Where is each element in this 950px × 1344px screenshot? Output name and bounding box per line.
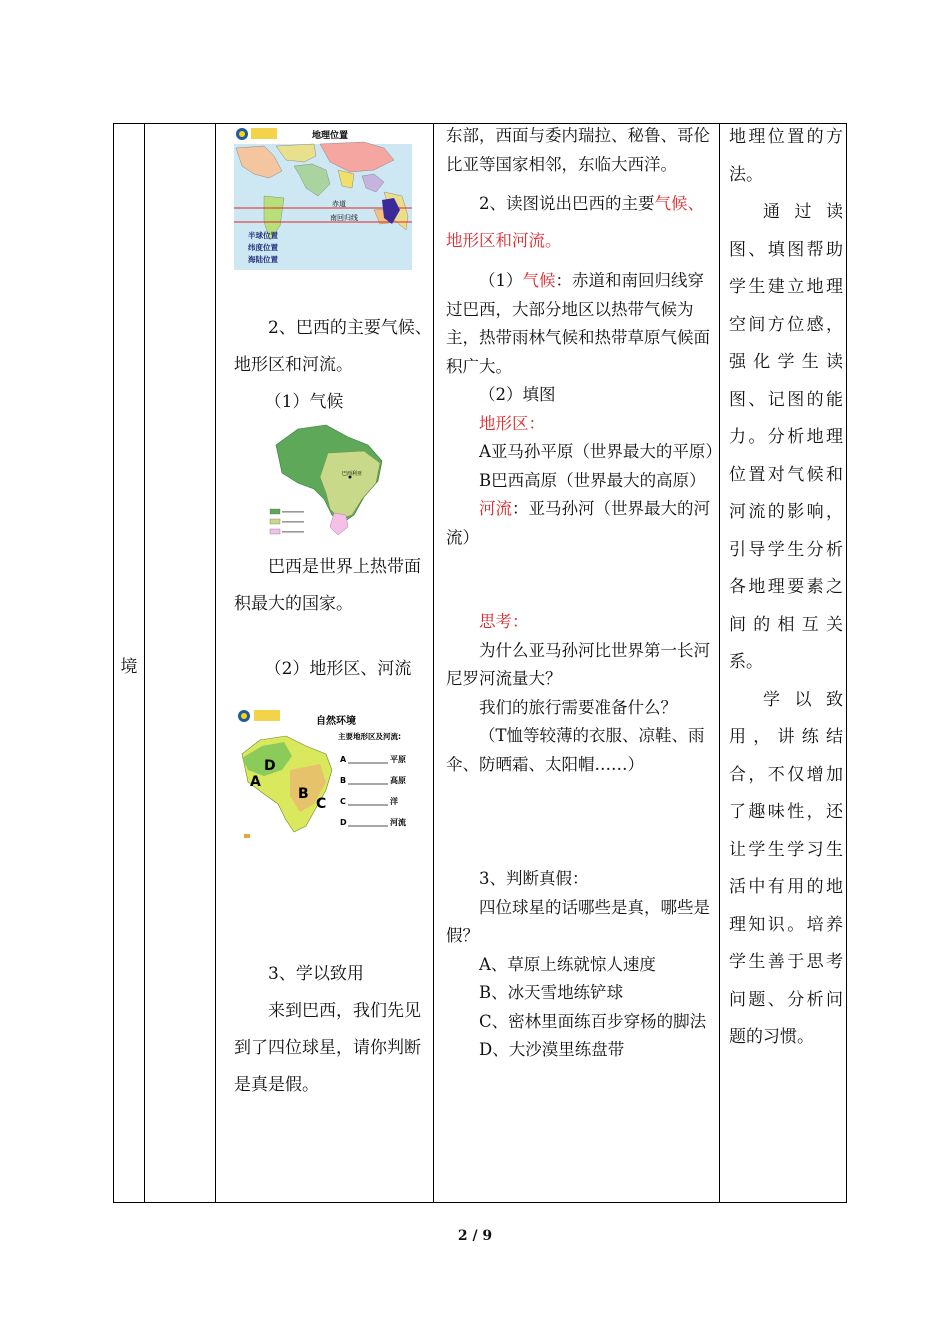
intent-text-2: 通过读图、填图帮助学生建立地理空间方位感，强化学生读图、记图的能力。分析地理位置对气候和河流的影响，引导学生分析各地理要素之间的相互关系。 bbox=[729, 202, 843, 672]
letter-b: B bbox=[298, 786, 309, 802]
row-d-value: 河流 bbox=[390, 818, 406, 827]
row-b-key: B bbox=[340, 776, 347, 785]
row-b-value: 高原 bbox=[390, 776, 406, 785]
brazil-climate-map bbox=[268, 423, 388, 543]
travel-items: （T恤等较薄的衣服、凉鞋、雨伞、防晒霜、太阳帽……） bbox=[446, 726, 705, 774]
legend-hemisphere: 半球位置 bbox=[248, 231, 278, 240]
intent-text-1: 地理位置的方法。 bbox=[729, 127, 843, 185]
world-location-map bbox=[234, 126, 412, 270]
row-c-key: C bbox=[340, 797, 346, 806]
river-answer: 河流：亚马孙河（世界最大的河流） bbox=[446, 499, 710, 547]
section3-heading: 3、学以致用 bbox=[268, 964, 364, 984]
option-a: A、草原上练就惊人速度 bbox=[479, 954, 656, 974]
landform-map-subtitle: 主要地形区及河流: bbox=[338, 732, 401, 741]
row-a-key: A bbox=[340, 755, 347, 764]
neighbors-text: 东部，西面与委内瑞拉、秘鲁、哥伦比亚等国家相邻，东临大西洋。 bbox=[446, 126, 710, 174]
section2-heading: 2、巴西的主要气候、地形区和河流。 bbox=[234, 318, 432, 375]
page-number: 2 / 9 bbox=[457, 1228, 493, 1244]
world-map-title: 地理位置 bbox=[312, 131, 349, 141]
letter-a: A bbox=[250, 774, 261, 790]
landform-subheading: （2）地形区、河流 bbox=[264, 659, 412, 679]
column-divider bbox=[215, 124, 216, 1202]
option-c: C、密林里面练百步穿杨的脚法 bbox=[479, 1011, 707, 1031]
intent-text-3: 学以致用，讲练结合，不仅增加了趣味性，还让学生学习生活中有用的地理知识。培养学生善于思考问题、分析问题的习惯。 bbox=[729, 689, 843, 1047]
fill-map-task: （2）填图 bbox=[479, 385, 556, 404]
landform-fill-map bbox=[234, 706, 428, 848]
fill-rows bbox=[340, 754, 406, 827]
row-c-value: 洋 bbox=[390, 797, 398, 806]
football-stars-intro: 来到巴西，我们先见到了四位球星，请你判断是真是假。 bbox=[234, 1001, 421, 1095]
row-d-key: D bbox=[340, 818, 347, 827]
option-d: D、大沙漠里练盘带 bbox=[479, 1040, 625, 1059]
column-divider bbox=[144, 124, 145, 1202]
landform-map-title: 自然环境 bbox=[316, 716, 356, 727]
tropic-label: 南回归线 bbox=[330, 214, 358, 222]
legend-sea-land: 海陆位置 bbox=[248, 255, 278, 264]
think-question-2: 我们的旅行需要准备什么？ bbox=[479, 697, 677, 717]
read-map-task: 2、读图说出巴西的主要气候、地形区和河流。 bbox=[446, 194, 704, 250]
letter-c: C bbox=[316, 796, 327, 812]
climate-subheading: （1）气候 bbox=[264, 392, 344, 412]
slides-column bbox=[224, 124, 442, 1202]
true-false-question: 四位球星的话哪些是真，哪些是假？ bbox=[446, 897, 710, 945]
stage-label: 境 bbox=[120, 657, 138, 677]
legend-latitude: 纬度位置 bbox=[248, 243, 278, 252]
letter-d: D bbox=[264, 758, 276, 774]
brazil-plateau-answer: B巴西高原（世界最大的高原） bbox=[479, 470, 706, 490]
equator-label: 赤道 bbox=[332, 200, 346, 208]
think-label: 思考： bbox=[479, 612, 529, 631]
option-b: B、冰天雪地练铲球 bbox=[479, 983, 624, 1002]
amazon-plain-answer: A亚马孙平原（世界最大的平原） bbox=[479, 442, 722, 461]
climate-answer: （1）气候：赤道和南回归线穿过巴西，大部分地区以热带气候为主，热带雨林气候和热带草原气候面积广大。 bbox=[446, 271, 710, 376]
true-false-heading: 3、判断真假： bbox=[479, 869, 589, 888]
tropics-statement: 巴西是世界上热带面积最大的国家。 bbox=[234, 557, 421, 614]
activity-column bbox=[441, 124, 721, 1202]
landform-label: 地形区： bbox=[479, 413, 545, 433]
row-a-value: 平原 bbox=[390, 755, 406, 764]
capital-label: 巴西利亚 bbox=[342, 471, 363, 477]
think-question-1: 为什么亚马孙河比世界第一长河尼罗河流量大？ bbox=[446, 640, 710, 688]
design-intent-column bbox=[720, 124, 848, 1202]
lesson-table bbox=[113, 123, 847, 1203]
